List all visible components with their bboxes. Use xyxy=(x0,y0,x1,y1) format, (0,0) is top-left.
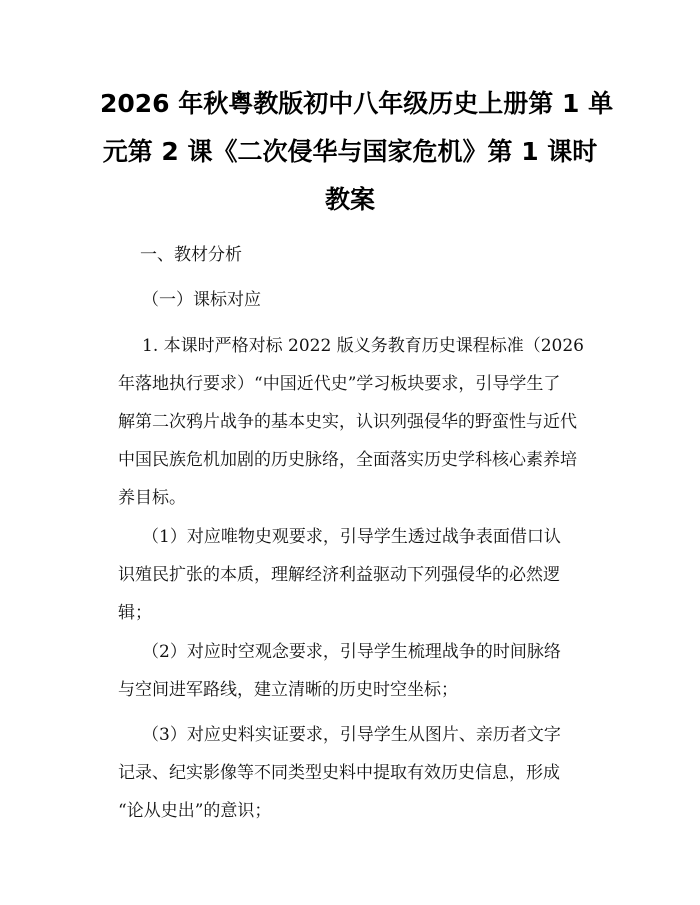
paragraph-line: 1. 本课时严格对标 2022 版义务教育历史课程标准（2026 xyxy=(142,336,584,356)
paragraph-line: 记录、纪实影像等不同类型史料中提取有效历史信息，形成 xyxy=(118,763,560,783)
paragraph-line: “论从史出”的意识； xyxy=(118,801,272,821)
paragraph-item-2 xyxy=(118,633,598,709)
paragraph-line: （1）对应唯物史观要求，引导学生透过战争表面借口认 xyxy=(142,527,561,547)
document-title xyxy=(100,80,614,224)
paragraph-standard xyxy=(118,327,598,517)
paragraph-item-3 xyxy=(118,716,598,830)
title-line: 2026 年秋粤教版初中八年级历史上册第 1 单 xyxy=(100,89,614,118)
subsection-heading: （一）课标对应 xyxy=(142,290,261,310)
paragraph-line: 辑； xyxy=(118,603,152,623)
title-line: 元第 2 课《二次侵华与国家危机》第 1 课时 xyxy=(102,137,598,166)
title-line: 教案 xyxy=(324,185,375,214)
paragraph-line: 与空间进军路线，建立清晰的历史时空坐标； xyxy=(118,680,458,700)
paragraph-line: 中国民族危机加剧的历史脉络，全面落实历史学科核心素养培 xyxy=(118,450,577,470)
paragraph-line: （3）对应史料实证要求，引导学生从图片、亲历者文字 xyxy=(142,725,561,745)
section-heading: 一、教材分析 xyxy=(140,245,242,265)
paragraph-item-1 xyxy=(118,518,598,632)
paragraph-line: （2）对应时空观念要求，引导学生梳理战争的时间脉络 xyxy=(142,642,561,662)
paragraph-line: 年落地执行要求）“中国近代史”学习板块要求，引导学生了 xyxy=(118,374,561,394)
paragraph-line: 识殖民扩张的本质，理解经济利益驱动下列强侵华的必然逻 xyxy=(118,565,560,585)
paragraph-line: 解第二次鸦片战争的基本史实，认识列强侵华的野蛮性与近代 xyxy=(118,412,577,432)
paragraph-line: 养目标。 xyxy=(118,488,186,508)
